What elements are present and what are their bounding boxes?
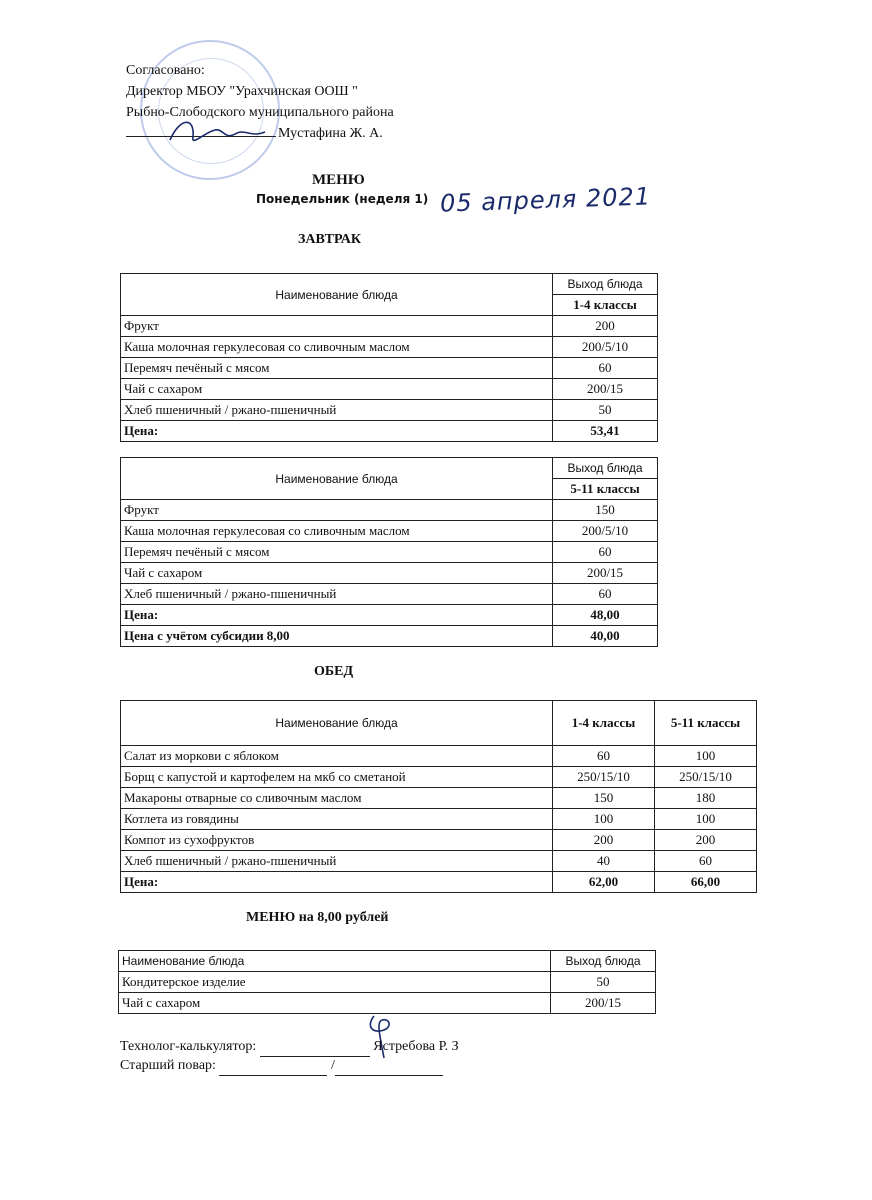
- breakfast-heading: ЗАВТРАК: [298, 232, 362, 247]
- col-header-group-a: 1-4 классы: [553, 701, 655, 746]
- cook-signature-line: [219, 1057, 327, 1076]
- table-row: Борщ с капустой и картофелем на мкб со сметаной 250/15/10 250/15/10: [121, 767, 757, 788]
- table-row: Фрукт 200: [121, 316, 658, 337]
- approval-label: Согласовано:: [126, 63, 205, 78]
- table-row: Хлеб пшеничный / ржано-пшеничный 60: [121, 584, 658, 605]
- table-row: Салат из моркови с яблоком 60 100: [121, 746, 757, 767]
- col-header-output: Выход блюда: [551, 951, 656, 972]
- lunch-table: [120, 700, 757, 893]
- approval-director: Директор МБОУ "Урахчинская ООШ ": [126, 84, 358, 99]
- lunch-heading: ОБЕД: [314, 664, 354, 679]
- table-row: Фрукт 150: [121, 500, 658, 521]
- menu8-heading: МЕНЮ на 8,00 рублей: [246, 910, 389, 925]
- page-subtitle: Понедельник (неделя 1): [256, 192, 429, 206]
- table-row: Каша молочная геркулесовая со сливочным маслом 200/5/10: [121, 521, 658, 542]
- table-row: Кондитерское изделие 50: [119, 972, 656, 993]
- table-row: Чай с сахаром 200/15: [119, 993, 656, 1014]
- breakfast-table-5-11: [120, 457, 658, 647]
- table-row: Хлеб пшеничный / ржано-пшеничный 50: [121, 400, 658, 421]
- col-header-output: Выход блюда: [553, 458, 658, 479]
- col-header-group-b: 5-11 классы: [655, 701, 757, 746]
- cook-label: Старший повар:: [120, 1058, 216, 1073]
- price-row: Цена: 62,00 66,00: [121, 872, 757, 893]
- page-title: МЕНЮ: [312, 172, 365, 188]
- price-row: Цена: 53,41: [121, 421, 658, 442]
- technologist-label: Технолог-калькулятор:: [120, 1039, 257, 1054]
- menu8-table: [118, 950, 656, 1014]
- technologist-name: Ястребова Р. З: [373, 1039, 459, 1054]
- breakfast-table-1-4: [120, 273, 658, 442]
- cook-name-line: [335, 1057, 443, 1076]
- price-row: Цена: 48,00: [121, 605, 658, 626]
- handwritten-date: 05 апреля 2021: [439, 182, 652, 218]
- approval-name: Мустафина Ж. А.: [278, 126, 383, 141]
- technologist-signature-line: [260, 1038, 370, 1057]
- col-header-name: Наименование блюда: [121, 458, 553, 500]
- table-row: Чай с сахаром 200/15: [121, 379, 658, 400]
- col-header-group: 1-4 классы: [553, 295, 658, 316]
- table-row: Котлета из говядины 100 100: [121, 809, 757, 830]
- footer-block: [120, 1038, 459, 1076]
- table-row: Компот из сухофруктов 200 200: [121, 830, 757, 851]
- col-header-group: 5-11 классы: [553, 479, 658, 500]
- col-header-name: Наименование блюда: [121, 701, 553, 746]
- table-row: Чай с сахаром 200/15: [121, 563, 658, 584]
- approval-district: Рыбно-Слободского муниципального района: [126, 105, 394, 120]
- col-header-name: Наименование блюда: [121, 274, 553, 316]
- col-header-name: Наименование блюда: [119, 951, 551, 972]
- table-row: Перемяч печёный с мясом 60: [121, 358, 658, 379]
- table-row: Хлеб пшеничный / ржано-пшеничный 40 60: [121, 851, 757, 872]
- subsidy-price-row: Цена с учётом субсидии 8,00 40,00: [121, 626, 658, 647]
- director-signature: [165, 112, 275, 152]
- col-header-output: Выход блюда: [553, 274, 658, 295]
- table-row: Макароны отварные со сливочным маслом 150 180: [121, 788, 757, 809]
- table-row: Каша молочная геркулесовая со сливочным маслом 200/5/10: [121, 337, 658, 358]
- table-row: Перемяч печёный с мясом 60: [121, 542, 658, 563]
- cook-separator: /: [330, 1058, 335, 1073]
